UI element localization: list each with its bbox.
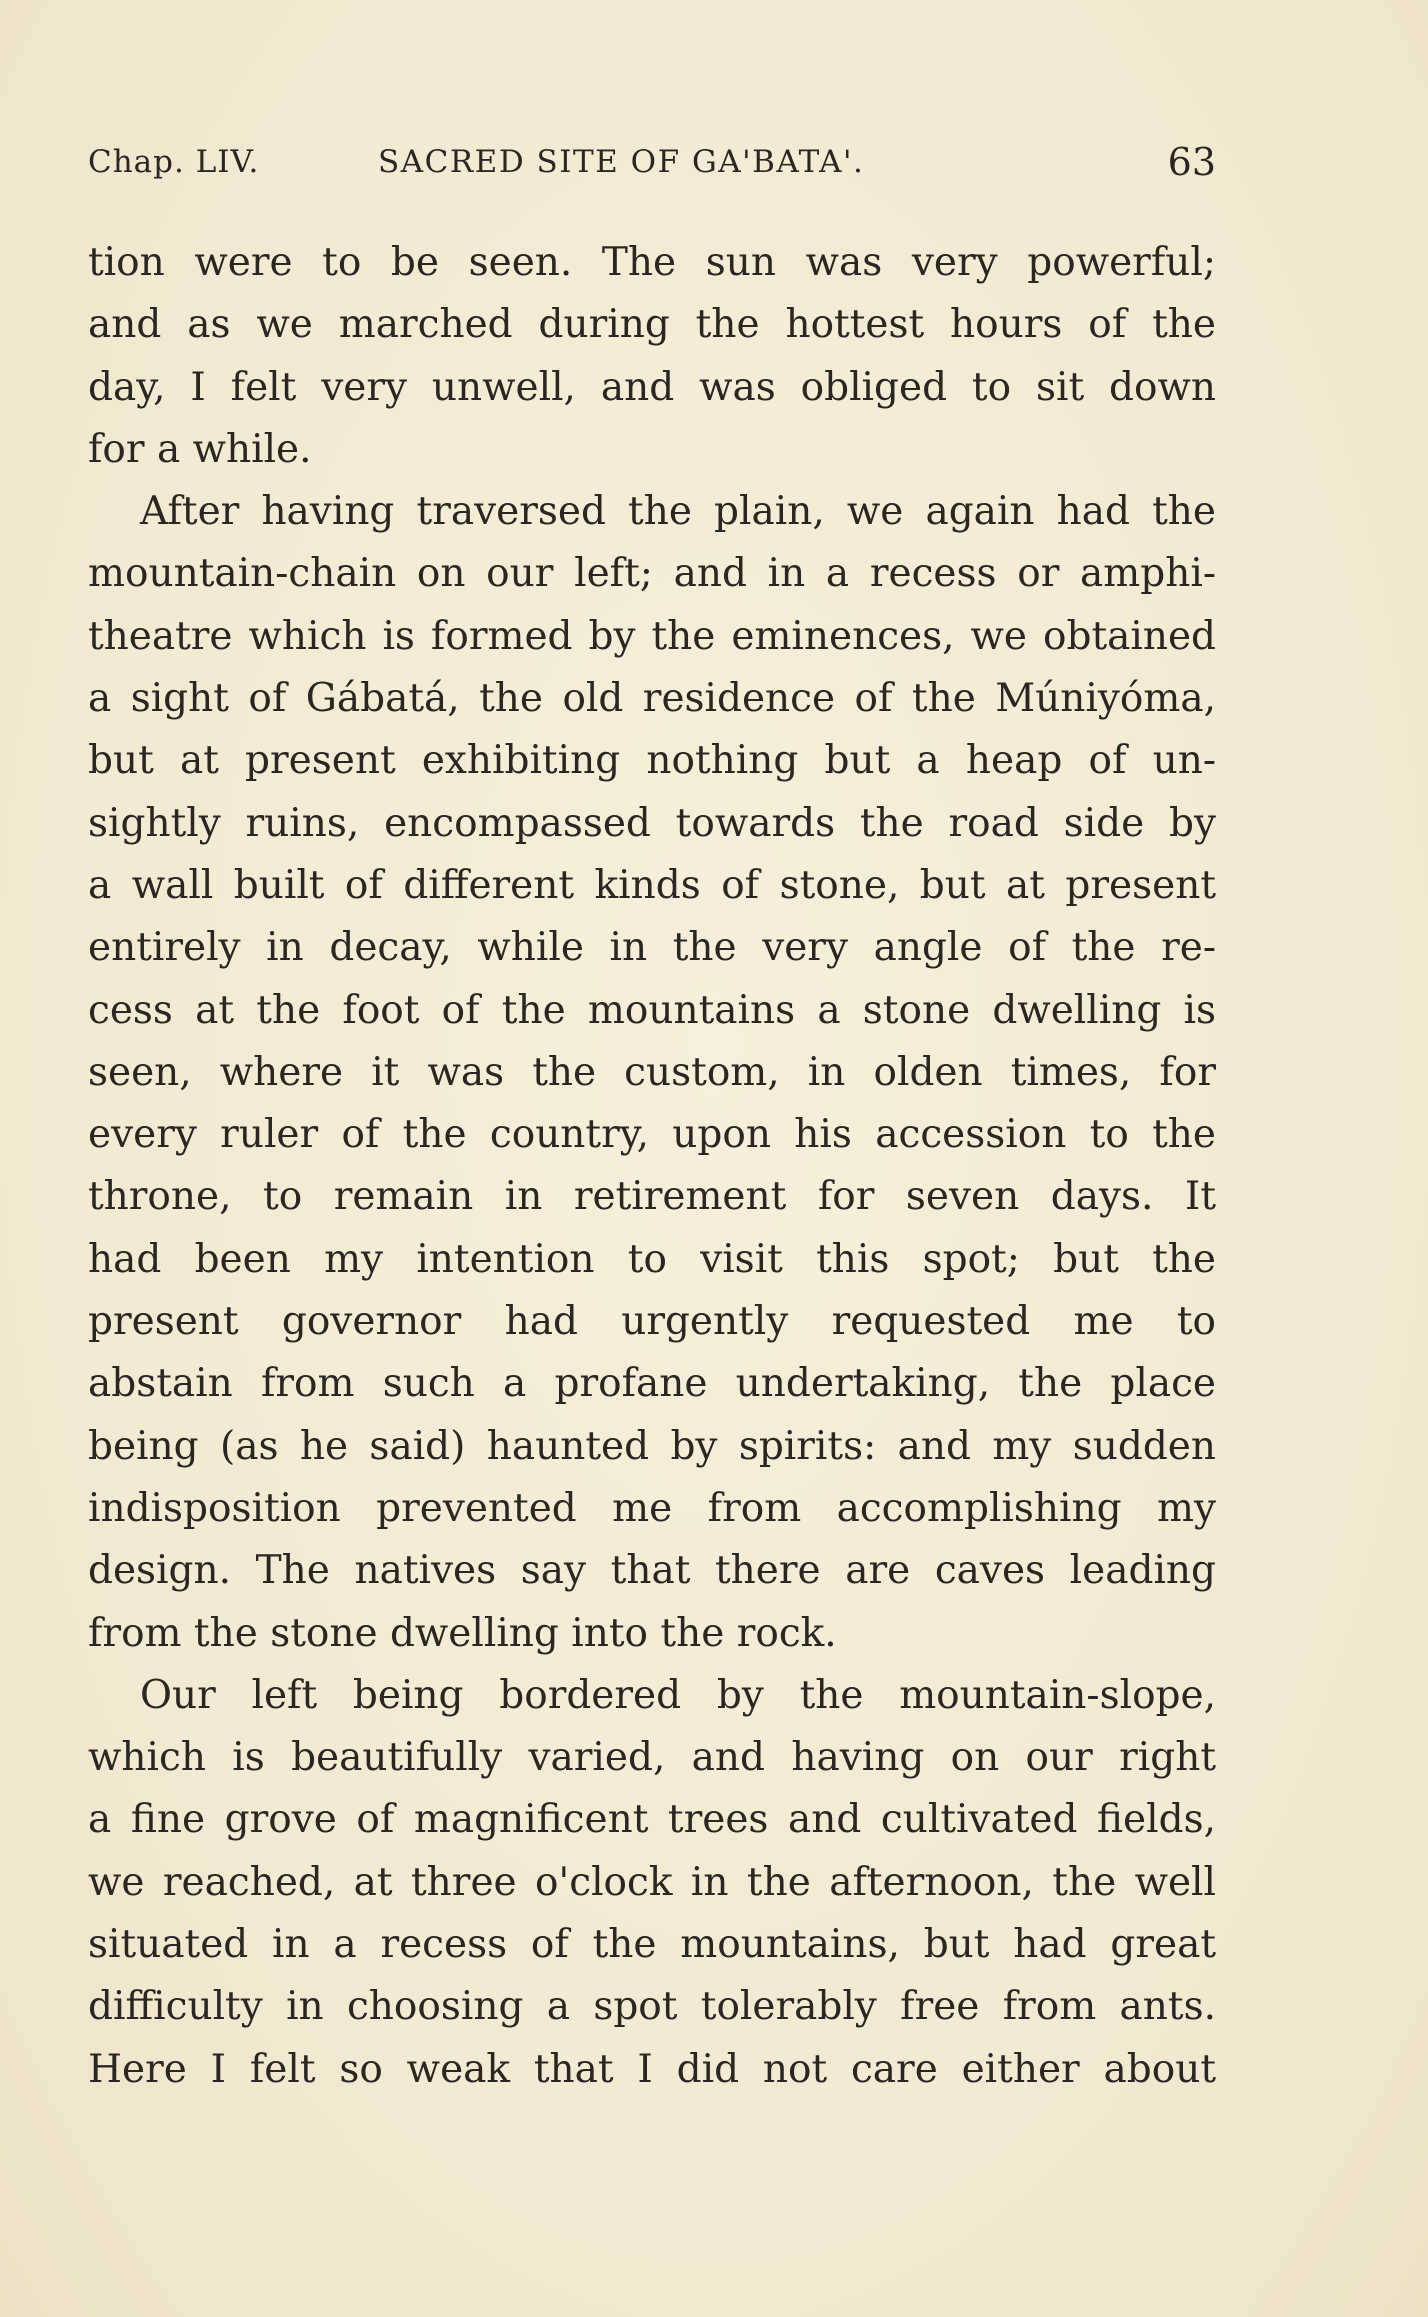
- paragraph-start-line: Our left being bordered by the mountain-slope,: [140, 1672, 1216, 1718]
- text-line: difficulty in choosing a spot tolerably free from ants.: [88, 1984, 1216, 2030]
- text-line: had been my intention to visit this spot; but the: [88, 1236, 1216, 1282]
- text-line: present governor had urgently requested me to: [88, 1299, 1216, 1345]
- body-text: [88, 232, 1216, 2101]
- chapter-label: Chap. LIV.: [88, 144, 260, 180]
- text-line: entirely in decay, while in the very angle of the re-: [88, 925, 1216, 971]
- text-line: seen, where it was the custom, in olden times, for: [88, 1049, 1216, 1095]
- text-line: indisposition prevented me from accomplishing my: [88, 1485, 1216, 1531]
- paragraph-start-line: After having traversed the plain, we again had the: [140, 489, 1216, 535]
- text-line: situated in a recess of the mountains, but had great: [88, 1922, 1216, 1968]
- text-line: Here I felt so weak that I did not care either about: [88, 2046, 1216, 2092]
- text-line: day, I felt very unwell, and was obliged to sit down: [88, 364, 1216, 410]
- running-title: SACRED SITE OF GA'BATA'.: [378, 144, 865, 180]
- text-line: which is beautifully varied, and having on our right: [88, 1735, 1216, 1781]
- page-number: 63: [1167, 140, 1216, 184]
- text-line: throne, to remain in retirement for seven days. It: [88, 1174, 1216, 1220]
- text-line: abstain from such a profane undertaking, the place: [88, 1361, 1216, 1407]
- text-line: theatre which is formed by the eminences, we obtained: [88, 613, 1216, 659]
- text-line: being (as he said) haunted by spirits: and my sudden: [88, 1423, 1216, 1469]
- text-line: and as we marched during the hottest hours of the: [88, 302, 1216, 348]
- text-line: a sight of Gábatá, the old residence of the Múniyóma,: [88, 676, 1216, 722]
- page-header: [88, 140, 1216, 190]
- text-line: tion were to be seen. The sun was very powerful;: [88, 240, 1216, 285]
- text-line: a wall built of different kinds of stone, but at present: [88, 862, 1216, 908]
- text-line: cess at the foot of the mountains a stone dwelling is: [88, 987, 1216, 1033]
- text-line: but at present exhibiting nothing but a heap of un-: [88, 738, 1216, 784]
- text-line: mountain-chain on our left; and in a recess or amphi-: [88, 551, 1216, 597]
- text-line: from the stone dwelling into the rock.: [88, 1610, 837, 1656]
- text-line: every ruler of the country, upon his accession to the: [88, 1112, 1216, 1158]
- text-line: design. The natives say that there are caves leading: [88, 1548, 1216, 1594]
- text-line: we reached, at three o'clock in the afternoon, the well: [88, 1859, 1216, 1905]
- text-line: for a while.: [88, 426, 312, 472]
- text-line: a fine grove of magnificent trees and cultivated fields,: [88, 1797, 1216, 1843]
- text-line: sightly ruins, encompassed towards the road side by: [88, 800, 1216, 846]
